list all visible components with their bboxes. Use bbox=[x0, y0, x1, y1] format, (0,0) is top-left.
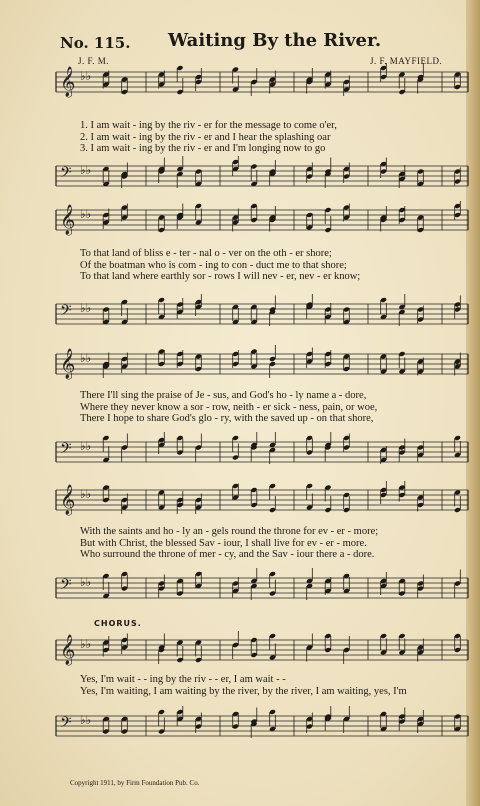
verse-lyrics bbox=[80, 248, 472, 283]
treble-staff bbox=[50, 630, 470, 678]
composer-credit: J. F. MAYFIELD. bbox=[370, 56, 443, 66]
svg-text:𝄞: 𝄞 bbox=[60, 485, 76, 515]
bass-staff bbox=[50, 568, 470, 616]
svg-text:♭♭: ♭♭ bbox=[80, 351, 92, 365]
music-system-chorus bbox=[50, 630, 470, 776]
music-system-3 bbox=[50, 344, 470, 484]
verse-lyrics bbox=[80, 120, 472, 155]
svg-text:♭♭: ♭♭ bbox=[80, 575, 92, 589]
svg-text:𝄞: 𝄞 bbox=[60, 349, 76, 379]
music-system-2 bbox=[50, 200, 470, 340]
verse-lyrics bbox=[80, 526, 472, 561]
treble-staff bbox=[50, 62, 470, 112]
svg-text:𝄞: 𝄞 bbox=[60, 67, 76, 97]
verse-lyrics bbox=[80, 390, 472, 425]
hymn-number: No. 115. bbox=[60, 34, 131, 52]
lyric-line: There I hope to share God's glo - ry, with the saved up - on that shore, bbox=[80, 413, 374, 424]
svg-text:♭♭: ♭♭ bbox=[80, 637, 92, 651]
bass-staff bbox=[50, 432, 470, 480]
treble-staff bbox=[50, 200, 470, 250]
svg-text:𝄞: 𝄞 bbox=[60, 205, 76, 235]
copyright-notice: Copyright 1911, by Firm Foundation Pub. Co. bbox=[70, 779, 200, 787]
svg-text:𝄢: 𝄢 bbox=[60, 576, 72, 597]
lyric-line: There I'll sing the praise of Je - sus, and God's ho - ly name a - dore, bbox=[80, 390, 367, 401]
svg-text:𝄢: 𝄢 bbox=[60, 714, 72, 735]
lyric-line: To that land where earthly sor - rows I will nev - er, nev - er know; bbox=[80, 271, 361, 282]
hymn-header bbox=[60, 30, 460, 54]
lyric-line: 1. I am wait - ing by the riv - er for the message to come o'er, bbox=[80, 120, 337, 131]
lyric-line: Who surround the throne of mer - cy, and the Sav - iour there a - dore. bbox=[80, 549, 375, 560]
chorus-lyrics bbox=[80, 674, 472, 697]
treble-staff bbox=[50, 344, 470, 392]
chorus-label: CHORUS. bbox=[94, 619, 142, 628]
bass-staff bbox=[50, 156, 470, 204]
svg-text:♭♭: ♭♭ bbox=[80, 69, 92, 83]
music-system-4 bbox=[50, 480, 470, 620]
lyric-line: To that land of bliss e - ter - nal o - ver on the oth - er shore; bbox=[80, 248, 332, 259]
lyricist-credit: J. F. M. bbox=[78, 56, 110, 66]
svg-text:♭♭: ♭♭ bbox=[80, 487, 92, 501]
lyric-line: Where they never know a sor - row, neith - er sick - ness, pain, or woe, bbox=[80, 401, 378, 413]
lyric-line: Of the boatman who is com - ing to con - duct me to that shore; bbox=[80, 259, 347, 271]
lyric-line: Yes, I'm waiting, I am waiting by the river, by the river, I am waiting, yes, I'm bbox=[80, 685, 407, 697]
lyric-line: 2. I am wait - ing by the riv - er and I hear the splashing oar bbox=[80, 131, 331, 143]
svg-text:♭♭: ♭♭ bbox=[80, 439, 92, 453]
lyric-line: Yes, I'm wait - - ing by the riv - - er, I am wait - - bbox=[80, 674, 286, 685]
music-system-1 bbox=[50, 62, 470, 202]
bass-staff bbox=[50, 706, 470, 754]
svg-text:𝄞: 𝄞 bbox=[60, 635, 76, 665]
svg-text:♭♭: ♭♭ bbox=[80, 163, 92, 177]
svg-text:𝄢: 𝄢 bbox=[60, 164, 72, 185]
lyric-line: But with Christ, the blessed Sav - iour, I shall live for ev - er - more. bbox=[80, 537, 367, 549]
hymn-title: Waiting By the River. bbox=[168, 30, 382, 51]
svg-text:𝄢: 𝄢 bbox=[60, 440, 72, 461]
lyric-line: 3. I am wait - ing by the riv - er and I'm longing now to go bbox=[80, 143, 326, 154]
svg-text:♭♭: ♭♭ bbox=[80, 207, 92, 221]
svg-text:♭♭: ♭♭ bbox=[80, 713, 92, 727]
svg-text:𝄢: 𝄢 bbox=[60, 302, 72, 323]
svg-text:♭♭: ♭♭ bbox=[80, 301, 92, 315]
lyric-line: With the saints and ho - ly an - gels round the throne for ev - er - more; bbox=[80, 526, 379, 537]
bass-staff bbox=[50, 294, 470, 342]
treble-staff bbox=[50, 480, 470, 528]
